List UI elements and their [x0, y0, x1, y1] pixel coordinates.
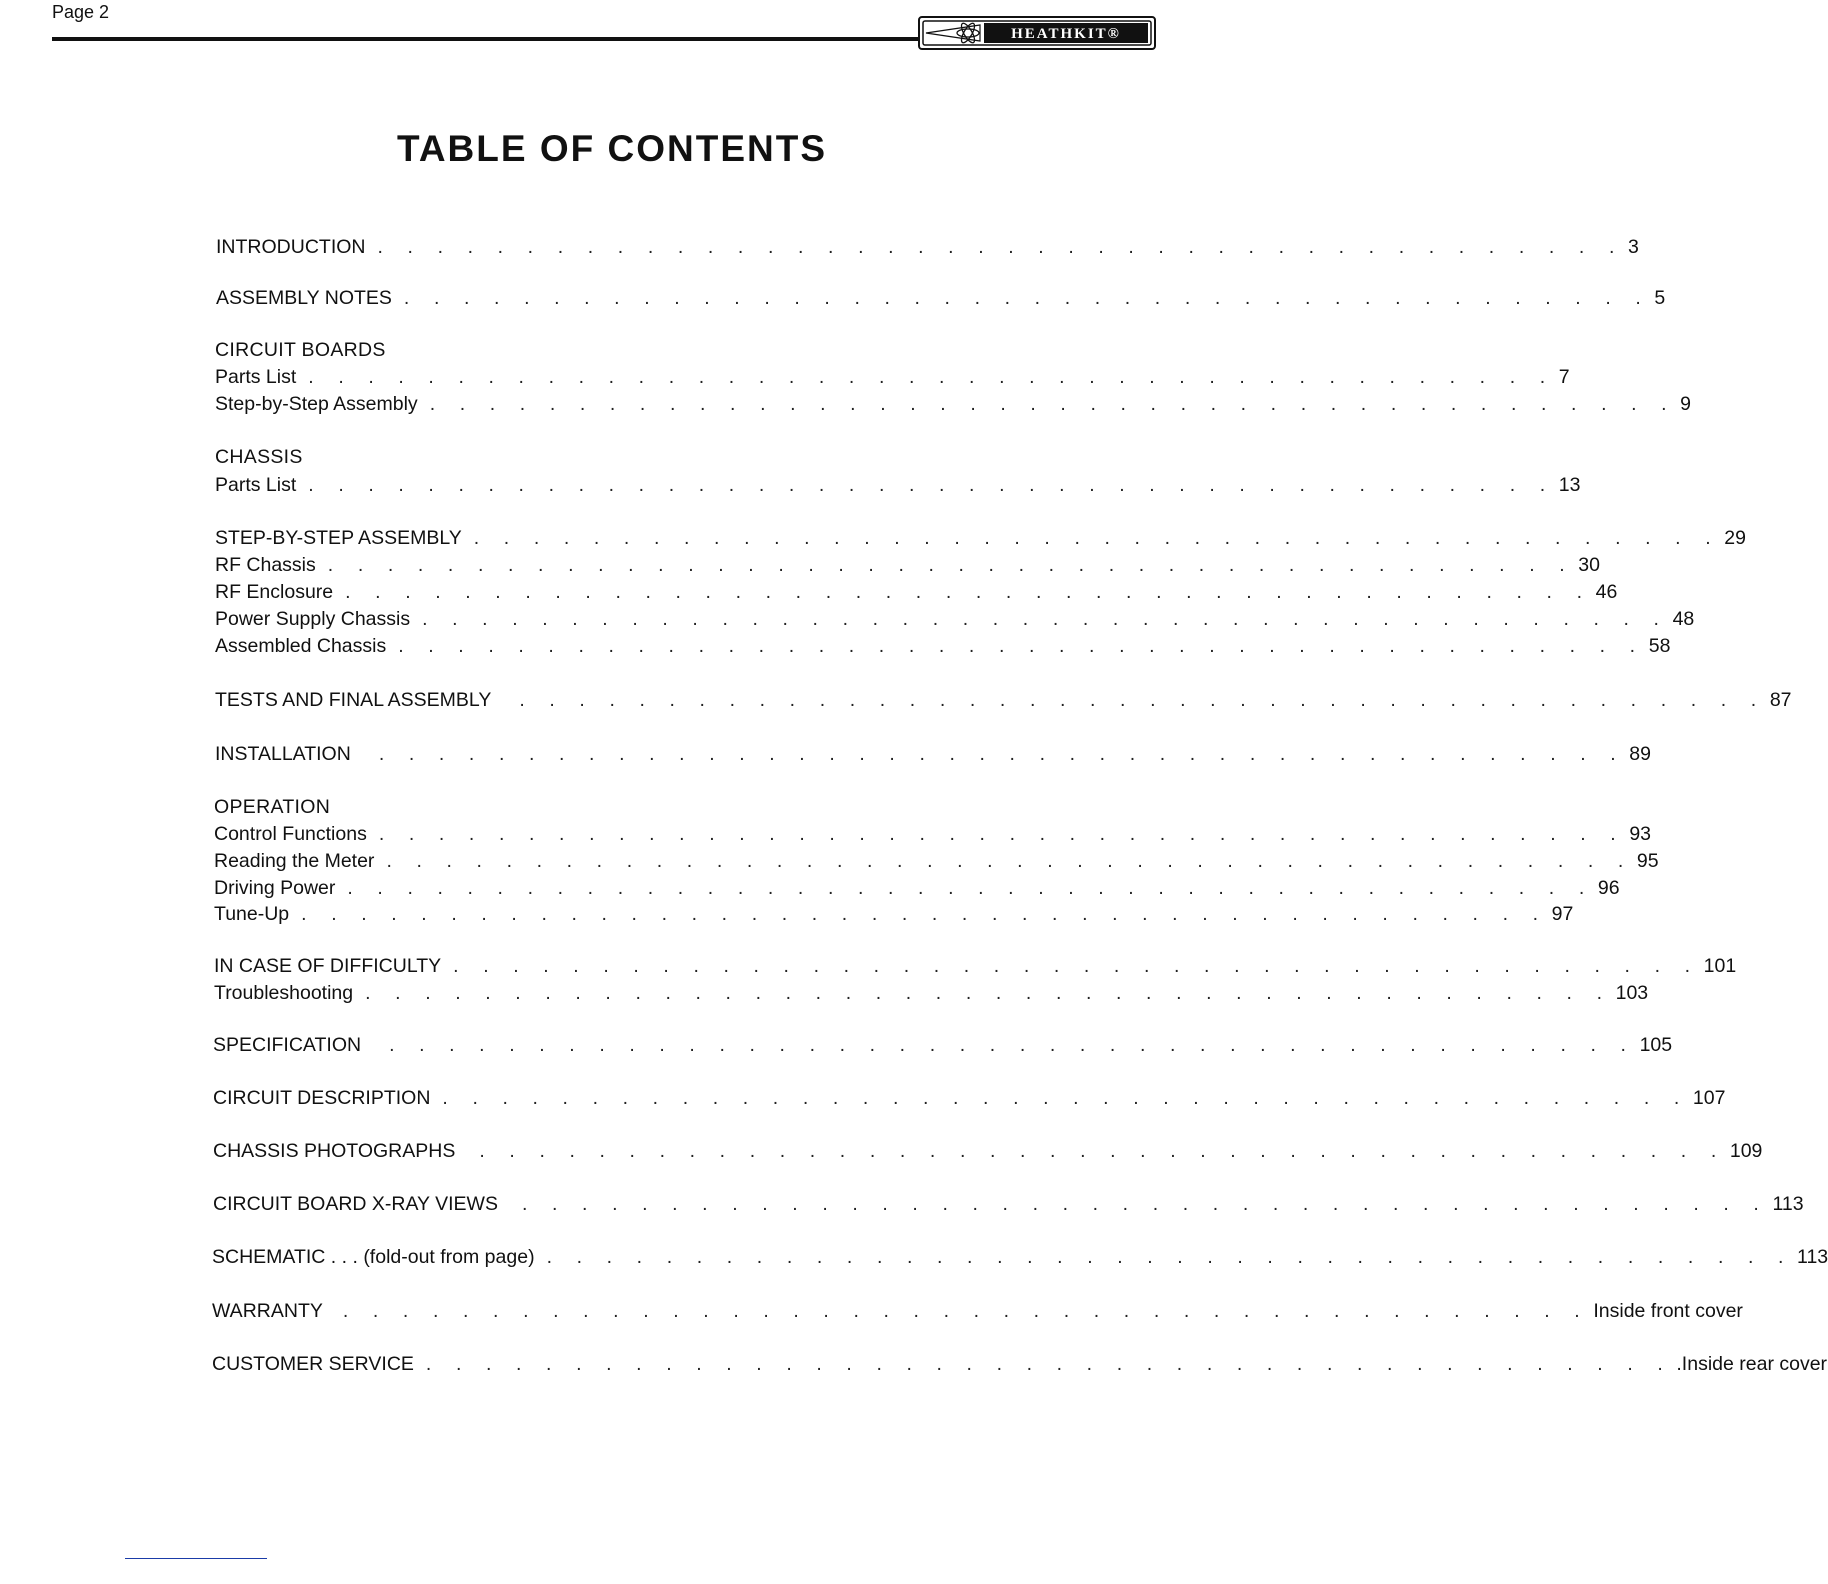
leader-dots: . . . . . . . . . . . . . . . . . . . . . . . . . . . . . . . . . . . . . . . . . .	[301, 903, 1548, 925]
toc-page-number: 93	[1629, 823, 1652, 845]
toc-label: Assembled Chassis	[215, 635, 387, 657]
toc-page-number: 105	[1639, 1034, 1673, 1056]
toc-label: Tune-Up	[214, 903, 290, 925]
toc-heading-chassis: CHASSIS	[215, 446, 303, 468]
leader-dots: . . . . . . . . . . . . . . . . . . . . . . . . . . . . . . . . . . . . . . . . . .	[377, 236, 1624, 258]
toc-page-number: 13	[1558, 474, 1581, 496]
leader-dots: . . . . . . . . . . . . . . . . . . . . . . . . . . . . . . . . . . . . . . . . . .	[442, 1087, 1689, 1109]
leader-dots: . . . . . . . . . . . . . . . . . . . . . . . . . . . . . . . . . . . . . . . . . .	[425, 1353, 1673, 1375]
leader-dots: . . . . . . . . . . . . . . . . . . . . . . . . . . . . . . . . . . . . . . . . . .	[519, 689, 1766, 711]
toc-label: Driving Power	[214, 877, 336, 899]
toc-entry-tune-up[interactable]	[214, 903, 1574, 926]
toc-label: Reading the Meter	[214, 850, 375, 872]
toc-page-number: 89	[1629, 743, 1651, 765]
toc-page-number: 95	[1636, 850, 1659, 872]
toc-heading-operation: OPERATION	[214, 796, 331, 818]
toc-label: CIRCUIT BOARD X-RAY VIEWS	[213, 1193, 498, 1215]
toc-page-number: 29	[1724, 527, 1746, 549]
toc-label: RF Chassis	[215, 554, 316, 576]
leader-dots: . . . . . . . . . . . . . . . . . . . . . . . . . . . . . . . . . . . . . . . . . .	[403, 287, 1651, 309]
toc-page-number: 9	[1680, 393, 1692, 415]
toc-page-number: 103	[1615, 982, 1649, 1004]
toc-page-number: .Inside rear cover	[1676, 1353, 1828, 1375]
toc-entry-step-by-step-assembly[interactable]	[215, 527, 1746, 550]
svg-text:HEATHKIT®: HEATHKIT®	[1011, 26, 1121, 42]
toc-label: Troubleshooting	[214, 982, 354, 1004]
toc-page-number: Inside front cover	[1593, 1300, 1743, 1322]
toc-entry-troubleshooting[interactable]	[214, 982, 1649, 1005]
leader-dots: . . . . . . . . . . . . . . . . . . . . . . . . . . . . . . . . . . . . . . . . . .	[347, 877, 1594, 899]
toc-label: CUSTOMER SERVICE	[212, 1353, 414, 1375]
toc-heading-circuit-boards: CIRCUIT BOARDS	[215, 339, 386, 361]
toc-page-number: 3	[1627, 236, 1639, 258]
toc-label: CHASSIS PHOTOGRAPHS	[213, 1140, 456, 1162]
toc-label: SPECIFICATION	[213, 1034, 362, 1056]
toc-entry-in-case-of-difficulty[interactable]	[214, 955, 1737, 978]
toc-page-number: 96	[1597, 877, 1620, 899]
leader-dots: . . . . . . . . . . . . . . . . . . . . . . . . . . . . . . . . . . . . . . . . . .	[378, 743, 1626, 765]
leader-dots: . . . . . . . . . . . . . . . . . . . . . . . . . . . . . . . . . . . . . . . . . .	[308, 474, 1555, 496]
page-label: Page 2	[52, 2, 110, 22]
toc-page-number: 97	[1551, 903, 1574, 925]
toc-entry-installation[interactable]	[215, 743, 1651, 766]
leader-dots: . . . . . . . . . . . . . . . . . . . . . . . . . . . . . . . . . . . . . . . . . .	[378, 823, 1626, 845]
toc-label: Parts List	[215, 474, 297, 496]
toc-entry-circuit-board-xray-views[interactable]	[213, 1193, 1804, 1216]
toc-entry-reading-the-meter[interactable]	[214, 850, 1659, 873]
leader-dots: . . . . . . . . . . . . . . . . . . . . . . . . . . . . . . . . . . . . . . . . . .	[479, 1140, 1726, 1162]
toc-entry-introduction[interactable]	[216, 236, 1639, 259]
toc-label: WARRANTY	[212, 1300, 323, 1322]
toc-page-number: 109	[1729, 1140, 1763, 1162]
toc-label: STEP-BY-STEP ASSEMBLY	[215, 527, 462, 549]
toc-entry-power-supply-chassis[interactable]	[215, 608, 1695, 631]
toc-entry-control-functions[interactable]	[214, 823, 1652, 846]
toc-page-number: 107	[1692, 1087, 1726, 1109]
toc-page-number: 46	[1595, 581, 1618, 603]
leader-dots: . . . . . . . . . . . . . . . . . . . . . . . . . . . . . . . . . . . . . . . . . .	[308, 366, 1555, 388]
toc-label: TESTS AND FINAL ASSEMBLY	[215, 689, 492, 711]
toc-page-number: 113	[1797, 1246, 1828, 1268]
toc-label: ASSEMBLY NOTES	[216, 287, 392, 309]
toc-entry-warranty[interactable]	[212, 1300, 1743, 1323]
leader-dots: . . . . . . . . . . . . . . . . . . . . . . . . . . . . . . . . . . . . . . . . . .	[342, 1300, 1590, 1322]
toc-label: Control Functions	[214, 823, 367, 845]
leader-dots: . . . . . . . . . . . . . . . . . . . . . . . . . . . . . . . . . . . . . . . . . .	[422, 608, 1669, 630]
leader-dots: . . . . . . . . . . . . . . . . . . . . . . . . . . . . . . . . . . . . . . . . . .	[473, 527, 1721, 549]
toc-label: CIRCUIT DESCRIPTION	[213, 1087, 431, 1109]
toc-page-number: 30	[1578, 554, 1600, 576]
leader-dots: . . . . . . . . . . . . . . . . . . . . . . . . . . . . . . . . . . . . . . . . . .	[389, 1034, 1636, 1056]
toc-entry-schematic[interactable]	[212, 1246, 1828, 1269]
leader-dots: . . . . . . . . . . . . . . . . . . . . . . . . . . . . . . . . . . . . . . . . . .	[546, 1246, 1794, 1268]
leader-dots: . . . . . . . . . . . . . . . . . . . . . . . . . . . . . . . . . . . . . . . . . .	[429, 393, 1677, 415]
toc-entry-assembled-chassis[interactable]	[215, 635, 1671, 658]
toc-entry-circuit-boards-parts-list[interactable]	[215, 366, 1570, 389]
toc-entry-circuit-description[interactable]	[213, 1087, 1726, 1110]
toc-entry-rf-chassis[interactable]	[215, 554, 1600, 577]
toc-page-number: 58	[1648, 635, 1671, 657]
toc-label: IN CASE OF DIFFICULTY	[214, 955, 442, 977]
toc-entry-chassis-parts-list[interactable]	[215, 474, 1581, 497]
toc-label: INTRODUCTION	[216, 236, 366, 258]
leader-dots: . . . . . . . . . . . . . . . . . . . . . . . . . . . . . . . . . . . . . . . . . .	[453, 955, 1700, 977]
toc-page-number: 113	[1772, 1193, 1804, 1215]
leader-dots: . . . . . . . . . . . . . . . . . . . . . . . . . . . . . . . . . . . . . . . . . .	[398, 635, 1645, 657]
toc-label: INSTALLATION	[215, 743, 351, 765]
toc-entry-circuit-boards-step-by-step[interactable]	[215, 393, 1692, 416]
leader-dots: . . . . . . . . . . . . . . . . . . . . . . . . . . . . . . . . . . . . . . . . . .	[365, 982, 1612, 1004]
toc-page-number: 7	[1558, 366, 1570, 388]
toc-page-number: 5	[1654, 287, 1666, 309]
toc-label: RF Enclosure	[215, 581, 334, 603]
page-title: TABLE OF CONTENTS	[396, 128, 827, 169]
toc-label: Step-by-Step Assembly	[215, 393, 418, 415]
footer-rule	[125, 1558, 267, 1559]
toc-entry-driving-power[interactable]	[214, 877, 1620, 900]
toc-page-number: 87	[1769, 689, 1792, 711]
toc-page-number: 48	[1672, 608, 1695, 630]
toc-entry-specification[interactable]	[213, 1034, 1673, 1057]
toc-entry-assembly-notes[interactable]	[216, 287, 1666, 310]
toc-label: Parts List	[215, 366, 297, 388]
toc-entry-chassis-photographs[interactable]	[213, 1140, 1763, 1163]
leader-dots: . . . . . . . . . . . . . . . . . . . . . . . . . . . . . . . . . . . . . . . . . .	[327, 554, 1575, 576]
leader-dots: . . . . . . . . . . . . . . . . . . . . . . . . . . . . . . . . . . . . . . . . . .	[521, 1193, 1769, 1215]
toc-label: SCHEMATIC . . . (fold-out from page)	[212, 1246, 535, 1268]
toc-label: Power Supply Chassis	[215, 608, 411, 630]
toc-entry-customer-service[interactable]	[212, 1353, 1828, 1376]
leader-dots: . . . . . . . . . . . . . . . . . . . . . . . . . . . . . . . . . . . . . . . . . .	[345, 581, 1592, 603]
toc-page-number: 101	[1703, 955, 1737, 977]
toc-entry-rf-enclosure[interactable]	[215, 581, 1618, 604]
leader-dots: . . . . . . . . . . . . . . . . . . . . . . . . . . . . . . . . . . . . . . . . . .	[386, 850, 1633, 872]
toc-entry-tests-final-assembly[interactable]	[215, 689, 1792, 712]
